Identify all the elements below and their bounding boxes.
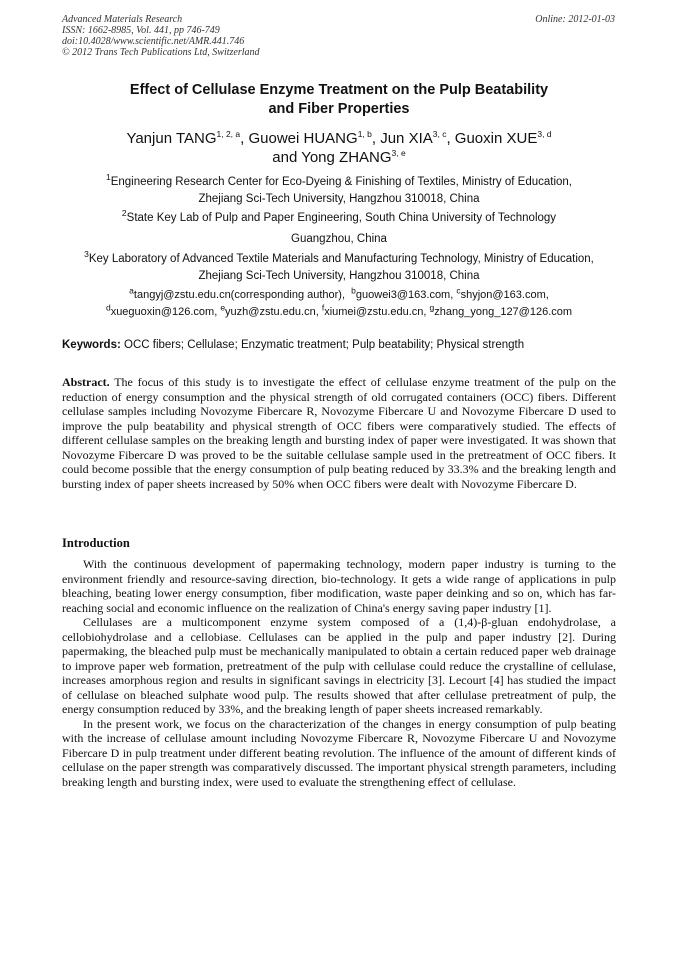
paper-title <box>62 81 616 119</box>
title-line-2: and Fiber Properties <box>268 101 410 117</box>
email-b[interactable]: guowei3@163.com, <box>355 289 454 301</box>
abstract-text: The focus of this study is to investigate the effect of cellulase enzyme treatment of the pulp on the reduction of energy consumption and the physical strength of old corrugated containers (OCC) fibers. Different cellulase samples including Novozyme Fibercare R, Novozyme Fibercare U and Novozyme Fibercare D used to improve the pulp beatability and physical strength of OCC fibers were comparatively studied. The effects of different cellulase samples on the breaking length and bursting index of paper were investigated. It was shown that Novozyme Fibercare D was proved to be the suitable cellulase sample used in the pretreatment of OCC fibers. It could become possible that the energy consumption of pulp beating reduced by 33.3% and the breaking length and bursting index of paper sheets increased by 50% when OCC fibers were dealt with Novozyme Fibercare D. <box>62 375 616 491</box>
author-name: Guoxin XUE <box>454 130 538 147</box>
affiliation-line: Guangzhou, China <box>291 233 387 245</box>
author-sup: 3, d <box>537 129 552 139</box>
email-e[interactable]: yuzh@zstu.edu.cn, <box>225 306 319 318</box>
journal-name: Advanced Materials Research <box>62 14 183 25</box>
keywords-label: Keywords: <box>62 339 121 351</box>
keywords-text: OCC fibers; Cellulase; Enzymatic treatment; Pulp beatability; Physical strength <box>124 339 525 351</box>
journal-info <box>62 14 260 58</box>
author-list: Yanjun TANG$^{1, 2, a}$, Guowei HUANG$^{1, b}$, Jun XIA$^{3, c}$, Guoxin XUE$^{3, d}$ and Yong ZHANG$^{3, e}$ <box>126 129 552 166</box>
affiliation-sup: 2 <box>121 208 127 219</box>
keywords <box>62 338 622 352</box>
affiliation-line: State Key Lab of Pulp and Paper Engineering, South China University of Technology <box>126 212 557 224</box>
email-a[interactable]: tangyj@zstu.edu.cn(corresponding author), <box>133 289 346 301</box>
affiliation-1 <box>58 174 620 208</box>
journal-copyright: © 2012 Trans Tech Publications Ltd, Switzerland <box>62 47 260 58</box>
author-sup: 3, e <box>391 148 406 158</box>
affiliation-sup: 1 <box>105 172 111 183</box>
abstract <box>62 375 616 491</box>
author-name: Yong ZHANG <box>301 149 392 166</box>
author-sup: 1, b <box>357 129 372 139</box>
paragraph: Cellulases are a multicomponent enzyme system composed of a (1,4)-β-gluan endohydrolase, a cellobiohydrolase and a cellobiase. Cellulases can be applied in the pulp and paper industry [2]. During papermaking, the bleached pulp must be mechanically manipulated to obtain a certain reduced paper web drainage to improve paper web formation, pretreatment of the pulp with cellulase could reduce the crystalline of cellulase, increases amorphous region and results in significant savings in electricity [3]. Lecourt [4] has studied the impact of cellulase on bleached sulphate wood pulp. The results showed that after cellulase pretreatment of pulp, the energy consumption reduced by 33%, and the breaking length of paper sheets increased remarkably. <box>62 615 616 716</box>
journal-doi: doi:10.4028/www.scientific.net/AMR.441.746 <box>62 36 245 47</box>
email-c[interactable]: shyjon@163.com, <box>460 289 549 301</box>
email-d[interactable]: xueguoxin@126.com, <box>110 306 218 318</box>
author-name: Guowei HUANG <box>248 130 358 147</box>
affiliation-line: Key Laboratory of Advanced Textile Materials and Manufacturing Technology, Ministry of Education, <box>88 253 594 265</box>
section-heading-introduction: Introduction <box>62 536 130 550</box>
paragraph: In the present work, we focus on the characterization of the changes in energy consumption of pulp beating with the increase of cellulase amount including Novozyme Fibercare R, Novozyme Fibercare U and Novozyme Fibercare D in pulp treatment under different beating revolution. The influence of the amount of different kinds of cellulase on the paper strength was comparatively discussed. The important physical strength parameters, including breaking length and bursting index, were used to evaluate the strengthening effect of cellulase. <box>62 716 616 789</box>
journal-issn: ISSN: 1662-8985, Vol. 441, pp 746-749 <box>62 25 220 36</box>
online-date: Online: 2012-01-03 <box>535 14 615 25</box>
affiliation-sup: 3 <box>84 249 89 260</box>
affiliation-line: Zhejiang Sci-Tech University, Hangzhou 310018, China <box>198 193 480 205</box>
author-name: Yanjun TANG <box>126 130 217 147</box>
author-sup: 1, 2, a <box>216 129 241 139</box>
email-f[interactable]: xiumei@zstu.edu.cn, <box>324 306 427 318</box>
title-line-1: Effect of Cellulase Enzyme Treatment on the Pulp Beatability <box>129 82 549 98</box>
introduction-body <box>62 557 616 789</box>
affiliation-line: Engineering Research Center for Eco-Dyeing & Finishing of Textiles, Ministry of Education, <box>110 176 573 188</box>
author-sup: 3, c <box>432 129 447 139</box>
affiliation-line: Zhejiang Sci-Tech University, Hangzhou 310018, China <box>198 270 480 282</box>
affiliation-2 <box>58 210 620 248</box>
author-name: Jun XIA <box>380 130 433 147</box>
paragraph: With the continuous development of papermaking technology, modern paper industry is turning to the environment friendly and resource-saving direction, bio-technology. It gets a wide range of applications in pulp bleaching, beating lower energy consumption, fiber modification, waste paper deinking and so on, which has far-reaching social and economic influence on the realization of China's energy saving paper industry [1]. <box>62 557 616 615</box>
email-list: $^a$tangyj@zstu.edu.cn(corresponding author), $^b$guowei3@163.com, $^c$shyjon@163.com, $^d$xueguoxin@126.com, $^e$yuzh@zstu.edu.cn, $^f$xiumei@zstu.edu.cn, $^g$zhang_yong_127@126.com <box>105 285 573 318</box>
email-g[interactable]: zhang_yong_127@126.com <box>434 306 573 318</box>
affiliation-3 <box>58 251 620 285</box>
abstract-label: Abstract. <box>62 375 110 389</box>
